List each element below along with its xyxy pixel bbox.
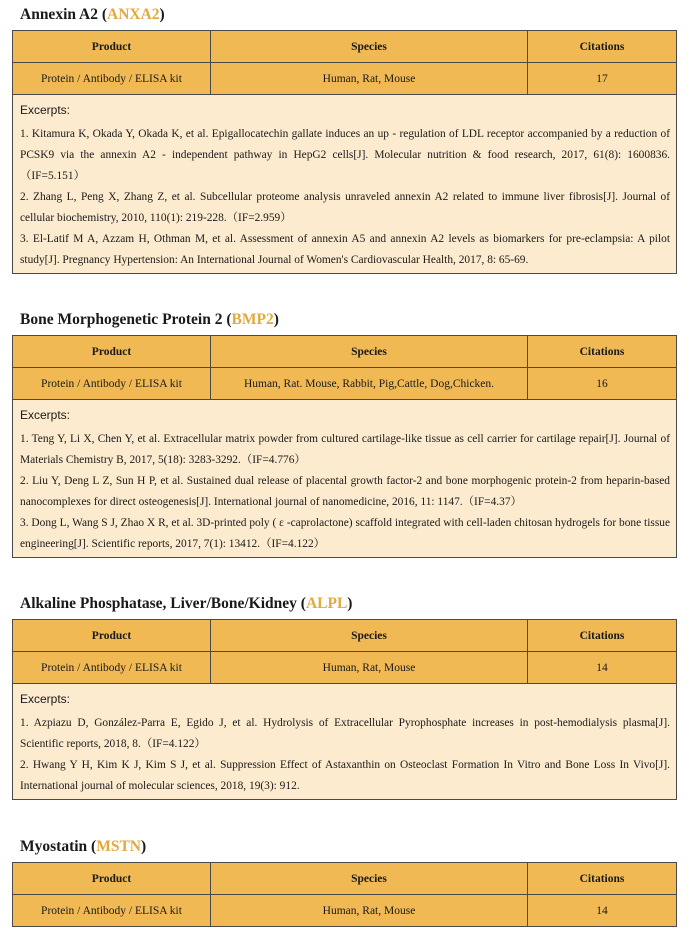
species-cell: Human, Rat, Mouse [211,63,528,94]
citations-cell: 16 [596,377,608,390]
section-title: Alkaline Phosphatase, Liver/Bone/Kidney (ALPL) [20,595,353,612]
citations-cell: 17 [596,72,608,85]
reference-item: 1. Teng Y, Li X, Chen Y, et al. Extracellular matrix powder from cultured cartilage-like tissue as cell carrier for cartilage repair[J]. Journal of Materials Chemistry B, 2017, 5(18): 3283-3292.（IF=4.776） [20,433,670,466]
gene-symbol: BMP2 [231,311,274,328]
header-product: Product [13,336,211,367]
product-table [12,619,677,800]
product-table [12,335,677,558]
header-product: Product [13,31,211,62]
header-product: Product [13,620,211,651]
header-citations: Citations [579,872,625,885]
reference-item: 3. Dong L, Wang S J, Zhao X R, et al. 3D-printed poly ( ε -caprolactone) scaffold integrated with cell-laden chitosan hydrogels for bone tissue engineering[J]. Scientific reports, 2017, 7(1): 13412.（IF=4.122） [20,517,670,550]
table-header-row [13,336,676,367]
table-row [13,367,676,399]
table-row [13,651,676,683]
species-cell: Human, Rat. Mouse, Rabbit, Pig,Cattle, Dog,Chicken. [211,368,528,399]
species-cell: Human, Rat, Mouse [211,895,528,926]
gene-symbol: ANXA2 [107,6,160,23]
excerpts-label: Excerpts: [20,103,71,117]
section-title: Bone Morphogenetic Protein 2 (BMP2) [20,311,279,328]
excerpts-label: Excerpts: [20,408,71,422]
product-table [12,862,677,927]
header-product: Product [13,863,211,894]
excerpts-label: Excerpts: [20,692,71,706]
species-cell: Human, Rat, Mouse [211,652,528,683]
reference-item: 1. Azpiazu D, González-Parra E, Egido J, et al. Hydrolysis of Extracellular Pyrophosphate increases in post-hemodialysis plasma[J]. Scientific reports, 2018, 8.（IF=4.122） [20,717,670,750]
reference-item: 2. Zhang L, Peng X, Zhang Z, et al. Subcellular proteome analysis unraveled annexin A2 related to immune liver fibrosis[J]. Journal of cellular biochemistry, 2010, 110(1): 219-228.（IF=2.959） [20,191,670,224]
table-header-row [13,863,676,894]
table-header-row [13,31,676,62]
excerpts-panel [13,683,676,799]
product-cell: Protein / Antibody / ELISA kit [13,895,211,926]
reference-item: 2. Hwang Y H, Kim K J, Kim S J, et al. Suppression Effect of Astaxanthin on Osteoclast Formation In Vitro and Bone Loss In Vivo[J]. International journal of molecular sciences, 2018, 19(3): 912. [20,759,670,792]
gene-symbol: ALPL [305,595,348,612]
header-species: Species [211,336,528,367]
citations-cell: 14 [596,661,608,674]
citations-cell: 14 [596,904,608,917]
product-table [12,30,677,274]
section-title: Myostatin (MSTN) [20,838,147,855]
product-cell: Protein / Antibody / ELISA kit [13,368,211,399]
product-cell: Protein / Antibody / ELISA kit [13,652,211,683]
table-header-row [13,620,676,651]
header-species: Species [211,31,528,62]
excerpts-panel [13,399,676,557]
product-cell: Protein / Antibody / ELISA kit [13,63,211,94]
section-title: Annexin A2 (ANXA2) [20,6,165,23]
header-citations: Citations [579,629,625,642]
excerpts-panel [13,94,676,273]
header-species: Species [211,620,528,651]
header-species: Species [211,863,528,894]
gene-symbol: MSTN [96,838,142,855]
reference-item: 3. El-Latif M A, Azzam H, Othman M, et al. Assessment of annexin A5 and annexin A2 levels as biomarkers for pre-eclampsia: A pilot study[J]. Pregnancy Hypertension: An International Journal of Women's Cardiovascular Health, 2017, 8: 65-69. [20,233,670,266]
header-citations: Citations [579,40,625,53]
reference-item: 1. Kitamura K, Okada Y, Okada K, et al. Epigallocatechin gallate induces an up - regulation of LDL receptor accompanied by a reduction of PCSK9 via the annexin A2 - independent pathway in HepG2 cells[J]. Molecular nutrition & food research, 2017, 61(8): 1600836.（IF=5.151） [20,128,670,182]
reference-item: 2. Liu Y, Deng L Z, Sun H P, et al. Sustained dual release of placental growth factor-2 and bone morphogenic protein-2 from heparin-based nanocomplexes for direct osteogenesis[J]. International journal of nanomedicine, 2016, 11: 1147.（IF=4.37） [20,475,670,508]
header-citations: Citations [579,345,625,358]
table-row [13,62,676,94]
table-row [13,894,676,926]
